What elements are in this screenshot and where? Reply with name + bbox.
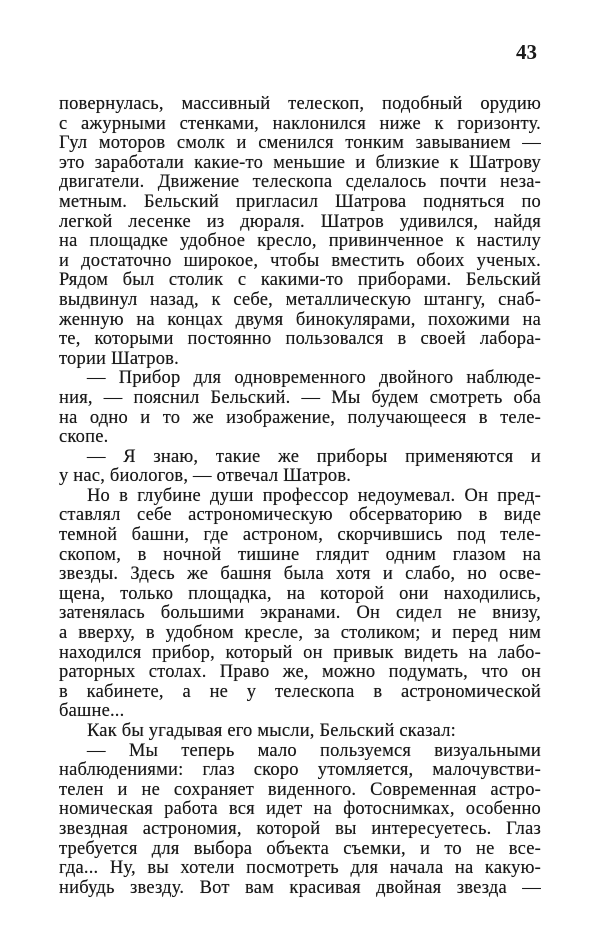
text-line: женную на концах двумя бинокулярами, похожими на bbox=[59, 310, 541, 330]
text-line: Гул моторов смолк и сменился тонким завыванием — bbox=[59, 134, 541, 154]
text-line: двигатели. Движение телескопа сделалось почти неза- bbox=[59, 173, 541, 193]
text-line: повернулась, массивный телескоп, подобный орудию bbox=[59, 95, 541, 114]
page-number: 43 bbox=[516, 40, 537, 64]
text-line: с ажурными стенками, наклонился ниже к горизонту. bbox=[59, 114, 541, 134]
text-line: это заработали какие-то меньшие и близкие к Шатрову bbox=[59, 153, 541, 173]
text-line: требуется для выбора объекта съемки, и то не все- bbox=[59, 839, 541, 859]
text-line: на площадке удобное кресло, привинченное к настилу bbox=[59, 232, 541, 252]
text-line: башне... bbox=[59, 702, 125, 722]
text-line: Рядом был столик с какими-то приборами. Бельский bbox=[59, 271, 541, 291]
text-line: — Прибор для одновременного двойного наблюде- bbox=[87, 369, 541, 389]
text-line: находился прибор, который он привык видеть на лабо- bbox=[59, 643, 541, 663]
text-line: тории Шатров. bbox=[59, 349, 179, 369]
text-line: а вверху, в удобном кресле, за столиком; и перед ним bbox=[59, 624, 541, 644]
text-line: звезды. Здесь же башня была хотя и слабо, но осве- bbox=[59, 565, 541, 585]
text-line: и достаточно широкое, чтобы вместить обоих ученых. bbox=[59, 251, 541, 271]
text-line: легкой лесенке из дюраля. Шатров удивился, найдя bbox=[59, 212, 541, 232]
text-line: затенялась большими экранами. Он сидел не внизу, bbox=[59, 604, 541, 624]
text-line: Как бы угадывая его мысли, Бельский сказал: bbox=[87, 722, 456, 741]
text-line: выдвинул назад, к себе, металлическую штангу, снаб- bbox=[59, 290, 541, 310]
text-line: метным. Бельский пригласил Шатрова подняться по bbox=[59, 192, 541, 212]
text-line: Но в глубине души профессор недоумевал. Он пред- bbox=[87, 486, 541, 506]
text-line: щена, только площадка, на которой они находились, bbox=[59, 584, 541, 604]
text-line: на одно и то же изображение, получающееся в теле- bbox=[59, 408, 541, 428]
text-line: звездная астрономия, которой вы интересуетесь. Глаз bbox=[59, 819, 541, 839]
text-line: ставлял себе астрономическую обсерваторию в виде bbox=[59, 506, 541, 526]
text-line: — Я знаю, такие же приборы применяются и bbox=[87, 447, 541, 467]
text-line: у нас, биологов, — отвечал Шатров. bbox=[59, 467, 352, 487]
text-line: раторных столах. Право же, можно подумать, что он bbox=[59, 663, 541, 683]
text-line: телен и не сохраняет виденного. Современная астро- bbox=[59, 780, 541, 800]
text-line: в кабинете, а не у телескопа в астрономической bbox=[59, 682, 541, 702]
text-line: — Мы теперь мало пользуемся визуальными bbox=[87, 741, 541, 761]
text-line: скопом, в ночной тишине глядит одним глазом на bbox=[59, 545, 541, 565]
text-line: нибудь звезду. Вот вам красивая двойная звезда — bbox=[59, 878, 541, 898]
text-line: наблюдениями: глаз скоро утомляется, малочувстви- bbox=[59, 761, 541, 781]
text-line: ния, — пояснил Бельский. — Мы будем смотреть оба bbox=[59, 388, 541, 408]
text-line: темной башни, где астроном, скорчившись под теле- bbox=[59, 526, 541, 546]
body-text bbox=[59, 95, 541, 898]
text-line: скопе. bbox=[59, 428, 109, 448]
text-line: те, которыми постоянно пользовался в своей лабора- bbox=[59, 330, 541, 350]
text-line: гда... Ну, вы хотели посмотреть для начала на какую- bbox=[59, 859, 541, 879]
text-line: номическая работа вся идет на фотоснимках, особенно bbox=[59, 800, 541, 820]
